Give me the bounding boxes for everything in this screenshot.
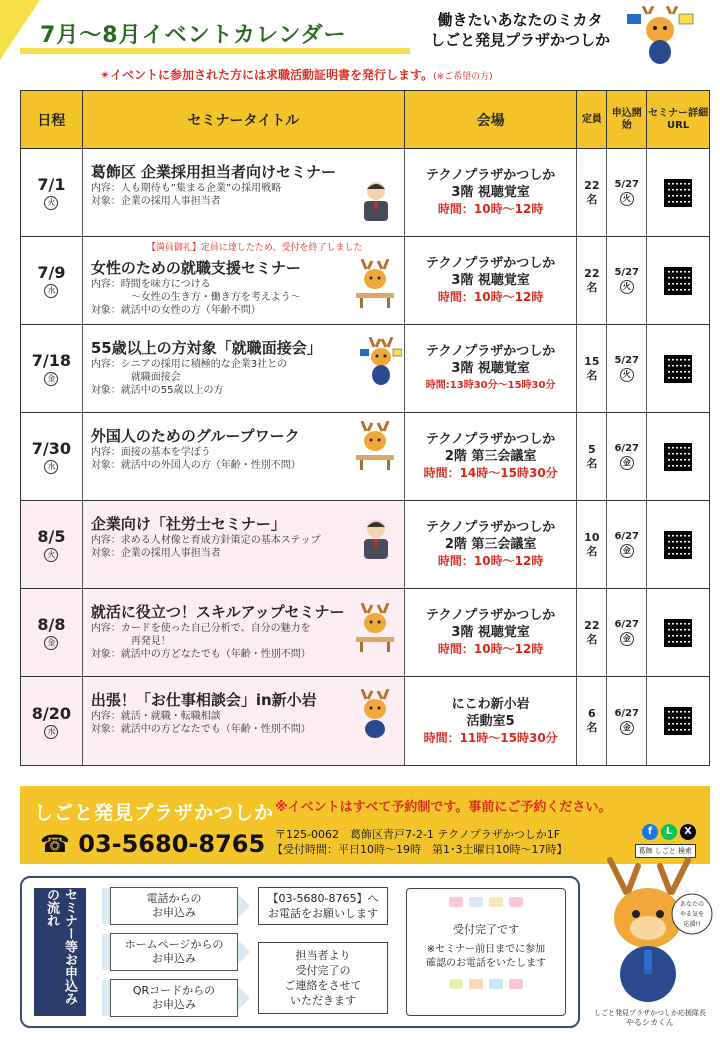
table-row xyxy=(21,677,709,765)
capacity-value: 22 xyxy=(584,266,600,280)
seminar-title: 女性のための就職支援セミナー xyxy=(90,259,301,277)
capacity-unit: 名 xyxy=(586,544,598,558)
capacity-value: 5 xyxy=(588,442,596,456)
apply-date: 6/27 xyxy=(614,707,639,719)
table-row xyxy=(21,589,709,677)
venue-name: テクノプラザかつしか xyxy=(426,432,556,447)
reservation-notice: ※イベントはすべて予約制です。事前にご予約ください。 xyxy=(275,800,612,815)
seminar-content: 内容：求める人材像と育成方針策定の基本ステップ xyxy=(90,535,321,546)
apply-cell xyxy=(607,237,647,324)
event-date: 8/5 xyxy=(37,527,66,546)
event-time: 時間：10時〜12時 xyxy=(437,202,544,216)
decoration-squares xyxy=(407,897,565,907)
apply-cell xyxy=(607,149,647,236)
apply-cell xyxy=(607,589,647,676)
event-date: 7/18 xyxy=(31,351,72,370)
contact-address: 〒125-0062 葛飾区青戸7-2-1 テクノプラザかつしか1F xyxy=(275,828,561,841)
title-cell xyxy=(83,677,405,765)
capacity-unit: 名 xyxy=(586,368,598,382)
header-capacity: 定員 xyxy=(577,91,607,148)
event-date: 8/8 xyxy=(37,615,66,634)
phone-apply-button[interactable]: 電話からの お申込み xyxy=(110,887,238,925)
capacity-unit: 名 xyxy=(586,280,598,294)
seminar-target: 対象：就活中の方どなたでも（年齢・性別不問） xyxy=(90,724,311,735)
apply-weekday: 金 xyxy=(620,632,634,646)
event-time: 時間：10時〜12時 xyxy=(437,642,544,656)
call-instruction: 【03-5680-8765】へ お電話をお願いします xyxy=(258,887,388,925)
capacity-cell xyxy=(577,413,607,500)
qr-code-icon[interactable] xyxy=(664,619,692,647)
certificate-notice-text: ✴イベントに参加された方には求職活動証明書を発行します。 xyxy=(100,68,434,82)
qr-cell xyxy=(647,677,709,765)
svg-text:応援!!: 応援!! xyxy=(683,921,701,928)
apply-date: 5/27 xyxy=(614,179,639,190)
apply-cell xyxy=(607,325,647,412)
seminar-title: 55歳以上の方対象「就職面接会」 xyxy=(90,339,322,357)
flow-label: セミナー等お申込みの流れ xyxy=(34,888,86,1016)
event-weekday: 金 xyxy=(44,636,58,650)
seminar-content: 内容：人も期待も”集まる企業”の採用戦略 xyxy=(90,183,282,194)
date-cell xyxy=(21,589,83,676)
header-date: 日程 xyxy=(21,91,83,148)
seminar-content: 内容：カードを使った自己分析で、自分の魅力を xyxy=(90,623,311,634)
seminar-content: 内容：就活・就職・転職相談 xyxy=(90,711,221,722)
date-cell xyxy=(21,149,83,236)
title-cell xyxy=(83,413,405,500)
capacity-unit: 名 xyxy=(586,632,598,646)
event-weekday: 水 xyxy=(44,284,58,298)
capacity-value: 10 xyxy=(584,530,600,544)
venue-name: にこわ新小岩 xyxy=(451,696,530,712)
venue-room: 2階 第三会議室 xyxy=(444,537,537,552)
venue-cell xyxy=(405,149,577,236)
venue-name: テクノプラザかつしか xyxy=(426,256,556,271)
event-time: 時間:13時30分〜15時30分 xyxy=(425,380,556,391)
title-cell xyxy=(83,149,405,236)
date-cell xyxy=(21,237,83,324)
line-icon[interactable]: L xyxy=(661,824,677,840)
mascot-desk-icon xyxy=(354,259,396,309)
capacity-value: 6 xyxy=(588,707,596,720)
title-cell xyxy=(83,237,405,324)
title-cell xyxy=(83,325,405,412)
qr-code-icon[interactable] xyxy=(664,267,692,295)
venue-cell xyxy=(405,589,577,676)
brand-block xyxy=(430,10,610,50)
page-title: 7月〜8月イベントカレンダー xyxy=(40,23,347,48)
mascot-caption xyxy=(590,1008,710,1028)
capacity-value: 22 xyxy=(584,618,600,632)
venue-name: テクノプラザかつしか xyxy=(426,520,556,535)
table-row xyxy=(21,501,709,589)
qr-cell xyxy=(647,413,709,500)
seminar-target: 対象：就活中の方どなたでも（年齢・性別不問） xyxy=(90,649,311,660)
venue-room: 3階 視聴覚室 xyxy=(451,361,530,376)
social-links xyxy=(642,824,696,840)
event-weekday: 水 xyxy=(44,460,58,474)
seminar-content: 内容：時間を味方につける xyxy=(90,279,211,290)
seminar-target: 対象：企業の採用人事担当者 xyxy=(90,196,221,207)
qr-cell xyxy=(647,589,709,676)
certificate-notice xyxy=(100,66,493,83)
seminar-content-2: 〜女性の生き方・働き方を考えよう〜 xyxy=(130,292,301,303)
venue-name: テクノプラザかつしか xyxy=(426,608,556,623)
capacity-cell xyxy=(577,237,607,324)
svg-text:やる気を: やる気を xyxy=(679,911,705,918)
completion-note-1: ※セミナー前日までに参加 xyxy=(426,944,546,955)
header-venue: 会場 xyxy=(405,91,578,148)
qr-code-icon[interactable] xyxy=(664,707,692,735)
mascot-desk-icon xyxy=(354,603,396,653)
date-cell xyxy=(21,325,83,412)
date-cell xyxy=(21,677,83,765)
seminar-content: 内容：シニアの採用に積極的な企業3社との xyxy=(90,359,288,370)
capacity-unit: 名 xyxy=(586,192,598,206)
apply-weekday: 金 xyxy=(620,456,634,470)
seminar-target: 対象：就活中の女性の方（年齢不問） xyxy=(90,305,261,316)
full-notice: 【満員御礼】定員に達したため、受付を終了しました xyxy=(146,243,363,253)
header-url: セミナー詳細URL xyxy=(648,107,709,131)
header-title: セミナータイトル xyxy=(83,91,405,148)
qr-code-icon[interactable] xyxy=(664,355,692,383)
date-cell xyxy=(21,413,83,500)
event-date: 7/1 xyxy=(37,175,66,194)
seminar-title: 外国人のためのグループワーク xyxy=(90,427,300,445)
capacity-unit: 名 xyxy=(586,456,598,470)
facebook-icon[interactable]: f xyxy=(642,824,658,840)
apply-weekday: 金 xyxy=(620,721,634,735)
apply-date: 6/27 xyxy=(614,619,639,630)
venue-cell xyxy=(405,237,577,324)
header-apply: 申込開始 xyxy=(607,91,647,148)
qr-code-icon[interactable] xyxy=(664,179,692,207)
qr-cell xyxy=(647,325,709,412)
seminar-title: 出張！「お仕事相談会」in新小岩 xyxy=(90,691,317,709)
venue-cell xyxy=(405,677,577,765)
seminar-target: 対象：企業の採用人事担当者 xyxy=(90,548,221,559)
qr-cell xyxy=(647,501,709,588)
seminar-title: 企業向け「社労士セミナー」 xyxy=(90,515,286,533)
x-icon[interactable]: X xyxy=(680,824,696,840)
event-weekday: 火 xyxy=(44,548,58,562)
seminar-content-2: 就職面接会 xyxy=(130,372,181,383)
completion-box xyxy=(406,888,566,1016)
capacity-cell xyxy=(577,677,607,765)
qr-code-icon[interactable] xyxy=(664,531,692,559)
businessman-icon xyxy=(358,179,394,223)
seminar-content: 内容：面接の基本を学ぼう xyxy=(90,447,211,458)
apply-weekday: 火 xyxy=(620,280,634,294)
table-row xyxy=(21,413,709,501)
web-apply-button[interactable]: ホームページからの お申込み xyxy=(110,933,238,971)
venue-name: テクノプラザかつしか xyxy=(426,344,556,359)
brand-tagline: 働きたいあなたのミカタ xyxy=(437,11,603,29)
table-header xyxy=(21,91,709,149)
certificate-notice-note: (※ご希望の方) xyxy=(433,72,493,82)
brand-name: しごと発見プラザかつしか xyxy=(430,31,611,49)
capacity-value: 15 xyxy=(584,354,600,368)
completion-note-2: 確認のお電話をいたします xyxy=(426,958,546,969)
application-flow xyxy=(20,876,580,1028)
apply-date: 6/27 xyxy=(614,443,639,454)
qr-code-icon[interactable] xyxy=(664,443,692,471)
apply-cell xyxy=(607,677,647,765)
title-cell xyxy=(83,501,405,588)
capacity-unit: 名 xyxy=(586,721,598,734)
seminar-content-2: 再発見！ xyxy=(130,636,171,647)
table-row xyxy=(21,325,709,413)
contact-phone[interactable]: ☎ 03-5680-8765 xyxy=(40,830,266,858)
apply-weekday: 金 xyxy=(620,544,634,558)
venue-name: テクノプラザかつしか xyxy=(426,168,556,183)
mascot-desk-icon xyxy=(354,421,396,471)
apply-date: 6/27 xyxy=(614,531,639,542)
mascot-icon xyxy=(354,689,396,739)
qr-apply-button[interactable]: QRコードからの お申込み xyxy=(110,979,238,1017)
apply-weekday: 火 xyxy=(620,192,634,206)
table-row xyxy=(21,149,709,237)
contact-hours: 【受付時間：平日10時〜19時 第1･3土曜日10時〜17時】 xyxy=(272,843,568,856)
event-weekday: 火 xyxy=(44,196,58,210)
venue-room: 2階 第三会議室 xyxy=(444,449,537,464)
capacity-value: 22 xyxy=(584,178,600,192)
capacity-cell xyxy=(577,589,607,676)
contact-banner xyxy=(20,786,710,864)
apply-date: 5/27 xyxy=(614,267,639,278)
event-weekday: 水 xyxy=(44,725,58,739)
capacity-cell xyxy=(577,501,607,588)
venue-room: 活動室5 xyxy=(466,713,515,729)
venue-cell xyxy=(405,413,577,500)
event-date: 8/20 xyxy=(31,703,72,723)
qr-cell xyxy=(647,237,709,324)
seminar-target: 対象：就活中の外国人の方（年齢・性別不問） xyxy=(90,460,301,471)
event-time: 時間：11時〜15時30分 xyxy=(423,730,558,745)
svg-text:あなたの: あなたの xyxy=(679,901,705,908)
title-underline xyxy=(20,48,410,54)
event-time: 時間：14時〜15時30分 xyxy=(423,466,558,480)
capacity-cell xyxy=(577,325,607,412)
event-date: 7/9 xyxy=(37,263,66,282)
apply-cell xyxy=(607,501,647,588)
seminar-title: 葛飾区 企業採用担当者向けセミナー xyxy=(90,163,337,181)
venue-cell xyxy=(405,325,577,412)
mascot-flag-icon xyxy=(360,337,402,387)
staff-contact-note: 担当者より 受付完了の ご連絡をさせて いただきます xyxy=(258,942,388,1014)
table-row xyxy=(21,237,709,325)
qr-cell xyxy=(647,149,709,236)
search-box[interactable]: 葛飾 しごと 検索 xyxy=(635,844,696,858)
date-cell xyxy=(21,501,83,588)
mascot-flag-icon xyxy=(625,6,695,66)
mascot-role: しごと発見プラザかつしか応援隊長 xyxy=(594,1009,706,1017)
capacity-cell xyxy=(577,149,607,236)
contact-brand: しごと発見プラザかつしか xyxy=(34,802,275,824)
venue-cell xyxy=(405,501,577,588)
event-weekday: 金 xyxy=(44,372,58,386)
event-table xyxy=(20,90,710,766)
venue-room: 3階 視聴覚室 xyxy=(451,273,530,288)
seminar-title: 就活に役立つ！スキルアップセミナー xyxy=(90,603,345,621)
mascot-yarushika-icon xyxy=(588,856,716,1006)
event-time: 時間：10時〜12時 xyxy=(437,290,544,304)
venue-room: 3階 視聴覚室 xyxy=(451,185,530,200)
mascot-name: やるシカくん xyxy=(626,1018,674,1027)
apply-cell xyxy=(607,413,647,500)
event-date: 7/30 xyxy=(31,439,72,458)
completion-title: 受付完了です xyxy=(453,923,519,936)
businessman-icon xyxy=(358,517,394,561)
apply-date: 5/27 xyxy=(614,355,639,366)
venue-room: 3階 視聴覚室 xyxy=(451,625,530,640)
title-cell xyxy=(83,589,405,676)
event-time: 時間：10時〜12時 xyxy=(437,554,544,568)
apply-weekday: 火 xyxy=(620,368,634,382)
decoration-squares xyxy=(407,979,565,989)
seminar-target: 対象：就活中の55歳以上の方 xyxy=(90,385,224,396)
